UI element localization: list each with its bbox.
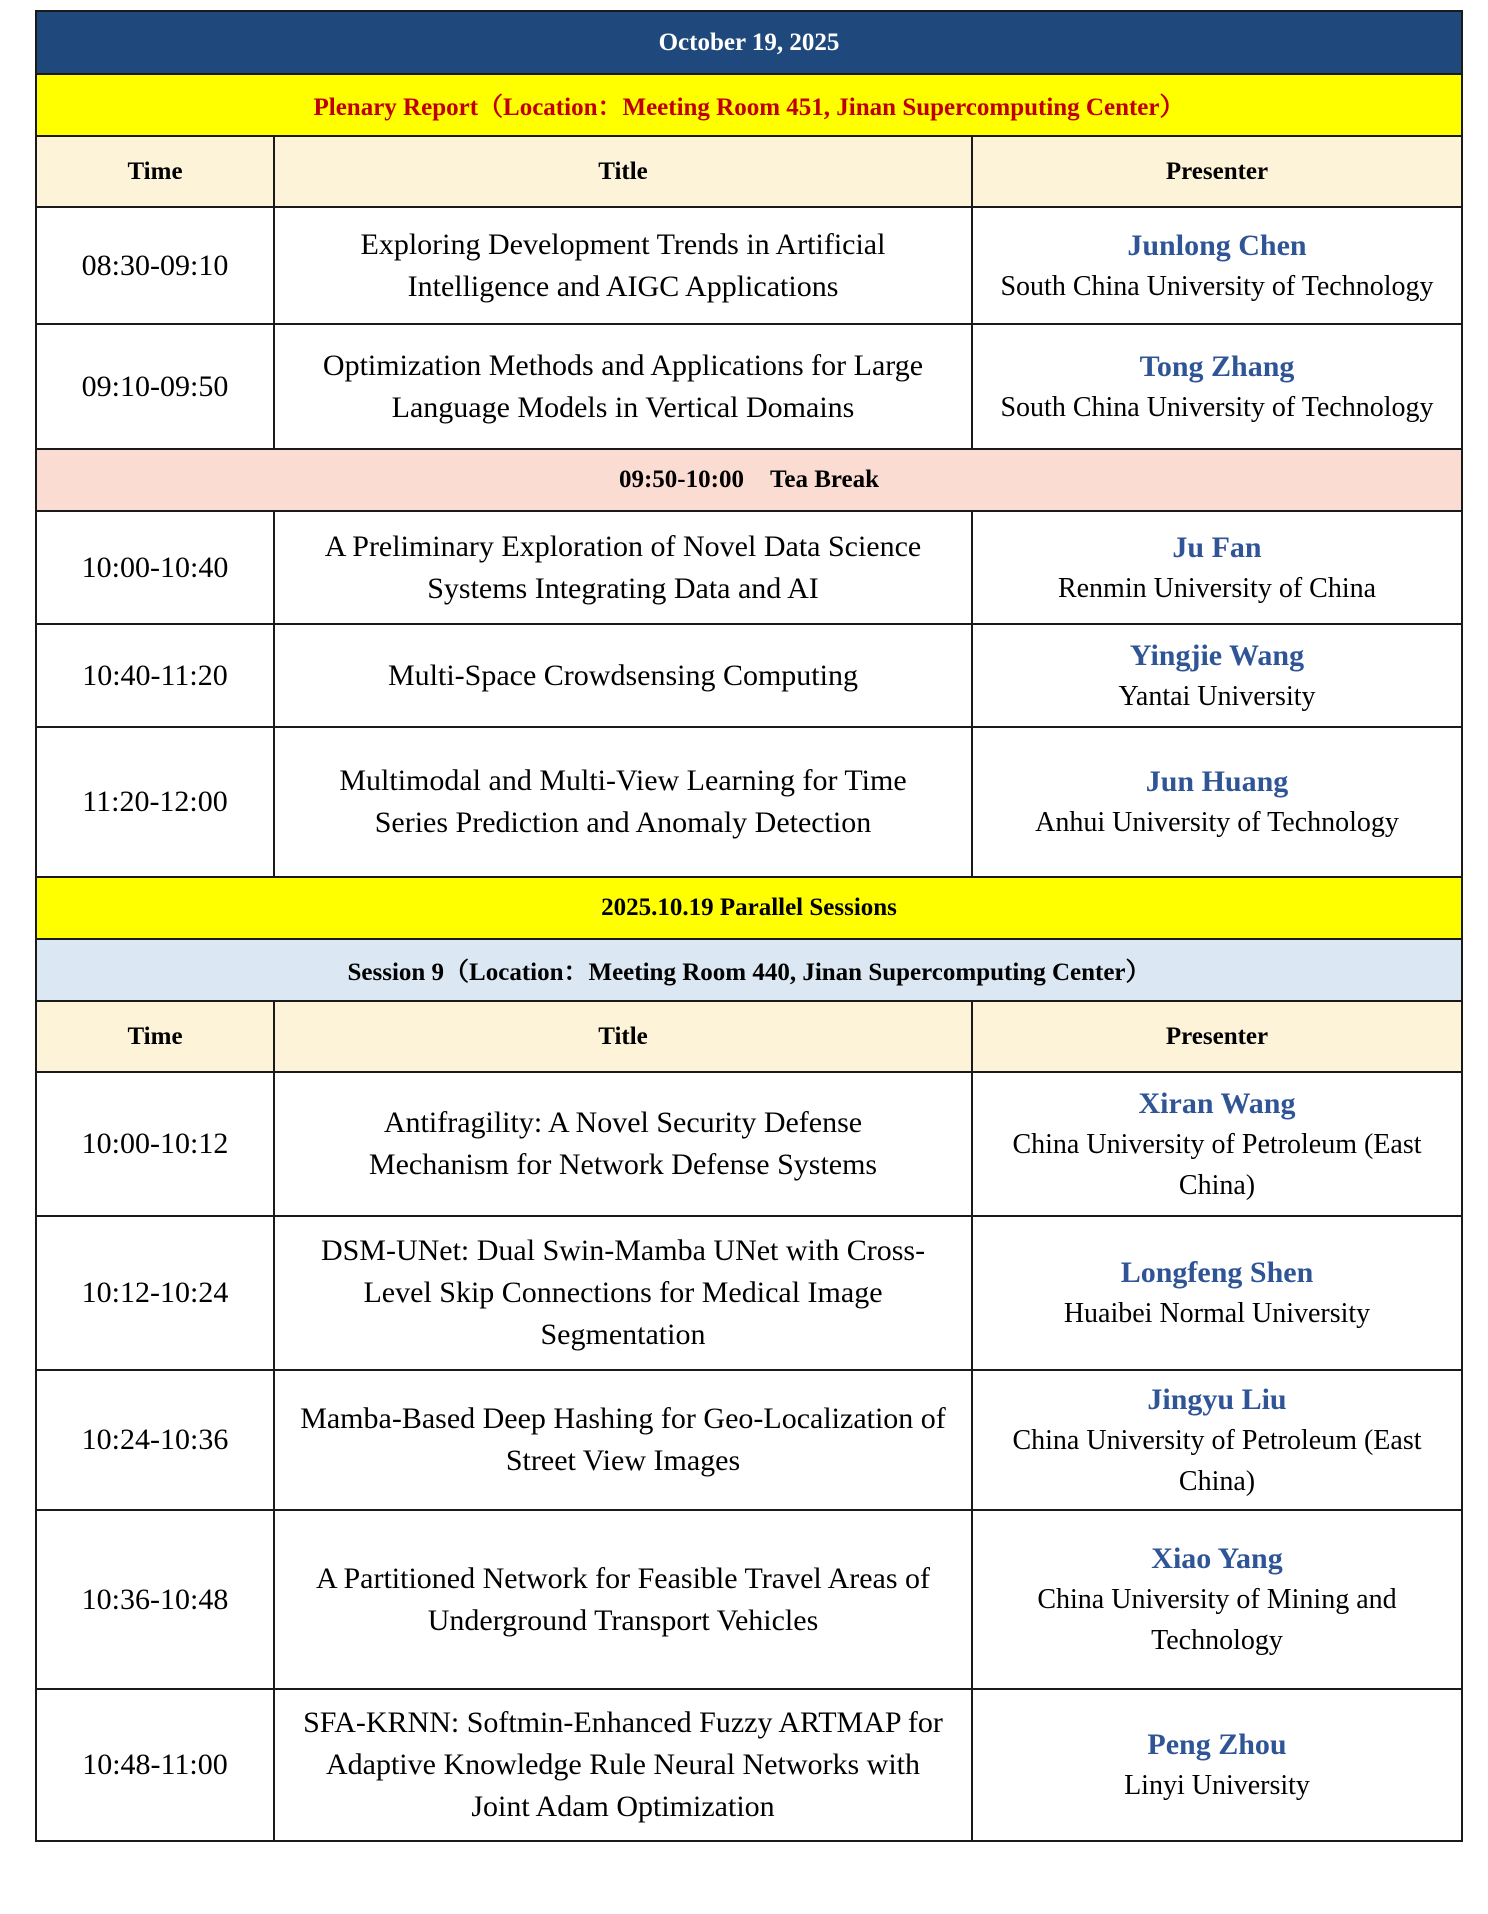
- presenter-name: Jun Huang: [1145, 765, 1289, 798]
- presenter-name: Longfeng Shen: [1120, 1256, 1314, 1289]
- talk-time: 10:00-10:40: [36, 511, 274, 624]
- parallel-sessions-header: 2025.10.19 Parallel Sessions: [36, 877, 1462, 939]
- talk-time: 10:36-10:48: [36, 1510, 274, 1689]
- talk-title: A Preliminary Exploration of Novel Data Science Systems Integrating Data and AI: [274, 511, 972, 624]
- talk-title: Multi-Space Crowdsensing Computing: [274, 624, 972, 727]
- talk-presenter: [972, 1216, 1462, 1370]
- column-header-time: Time: [36, 136, 274, 207]
- presenter-affiliation: Renmin University of China: [1057, 572, 1377, 604]
- session-header-row: [36, 939, 1462, 1001]
- plenary-location-header: Plenary Report（Location：Meeting Room 451, Jinan Supercomputing Center）: [36, 74, 1462, 136]
- presenter-affiliation: South China University of Technology: [1000, 270, 1434, 302]
- talk-presenter: [972, 324, 1462, 449]
- column-header-presenter: Presenter: [972, 136, 1462, 207]
- presenter-affiliation: Anhui University of Technology: [1035, 807, 1399, 838]
- talk-presenter: [972, 1370, 1462, 1510]
- presenter-name: Peng Zhou: [1147, 1728, 1287, 1761]
- column-header-title: Title: [274, 1001, 972, 1072]
- talk-row: [36, 1689, 1462, 1841]
- column-header-row: [36, 136, 1462, 207]
- talk-title: DSM-UNet: Dual Swin-Mamba UNet with Cross-Level Skip Connections for Medical Image Segmentation: [274, 1216, 972, 1370]
- talk-title: SFA-KRNN: Softmin-Enhanced Fuzzy ARTMAP for Adaptive Knowledge Rule Neural Networks with Joint Adam Optimization: [274, 1689, 972, 1841]
- presenter-affiliation: Linyi University: [1124, 1770, 1310, 1801]
- column-header-row: [36, 1001, 1462, 1072]
- presenter-affiliation: China University of Mining and Technology: [1037, 1584, 1397, 1656]
- date-header-row: [36, 11, 1462, 74]
- column-header-time: Time: [36, 1001, 274, 1072]
- presenter-name: Junlong Chen: [1127, 228, 1307, 262]
- talk-title: Antifragility: A Novel Security Defense Mechanism for Network Defense Systems: [274, 1072, 972, 1216]
- talk-time: 10:12-10:24: [36, 1216, 274, 1370]
- talk-title: Optimization Methods and Applications for Large Language Models in Vertical Domains: [274, 324, 972, 449]
- session-location-header: Session 9（Location：Meeting Room 440, Jinan Supercomputing Center）: [36, 939, 1462, 1001]
- talk-row: [36, 1510, 1462, 1689]
- date-header: October 19, 2025: [36, 11, 1462, 74]
- presenter-affiliation: Huaibei Normal University: [1063, 1298, 1371, 1329]
- talk-presenter: [972, 1072, 1462, 1216]
- talk-row: [36, 1370, 1462, 1510]
- presenter-name: Yingjie Wang: [1129, 638, 1305, 672]
- presenter-name: Jingyu Liu: [1147, 1382, 1287, 1416]
- tea-break-row: [36, 449, 1462, 511]
- talk-row: [36, 324, 1462, 449]
- presenter-affiliation: Yantai University: [1118, 680, 1316, 712]
- talk-time: 10:00-10:12: [36, 1072, 274, 1216]
- tea-break-label: Tea Break: [769, 466, 880, 493]
- presenter-name: Ju Fan: [1172, 530, 1262, 564]
- talk-title: Exploring Development Trends in Artificial Intelligence and AIGC Applications: [274, 207, 972, 324]
- talk-presenter: [972, 511, 1462, 624]
- talk-presenter: [972, 1510, 1462, 1689]
- parallel-sessions-row: [36, 877, 1462, 939]
- talk-row: [36, 511, 1462, 624]
- talk-row: [36, 1072, 1462, 1216]
- talk-time: 09:10-09:50: [36, 324, 274, 449]
- talk-title: Multimodal and Multi-View Learning for Time Series Prediction and Anomaly Detection: [274, 727, 972, 877]
- talk-time: 10:40-11:20: [36, 624, 274, 727]
- talk-row: [36, 1216, 1462, 1370]
- tea-break: [36, 449, 1462, 511]
- schedule-table: [35, 10, 1463, 1842]
- talk-presenter: [972, 624, 1462, 727]
- talk-time: 10:24-10:36: [36, 1370, 274, 1510]
- tea-break-time: 09:50-10:00: [618, 466, 744, 493]
- presenter-name: Xiran Wang: [1138, 1086, 1296, 1120]
- plenary-header-row: [36, 74, 1462, 136]
- presenter-affiliation: China University of Petroleum (East China): [1012, 1424, 1422, 1497]
- column-header-title: Title: [274, 136, 972, 207]
- presenter-name: Xiao Yang: [1151, 1542, 1283, 1575]
- talk-presenter: [972, 1689, 1462, 1841]
- presenter-affiliation: China University of Petroleum (East China): [1012, 1128, 1422, 1201]
- column-header-presenter: Presenter: [972, 1001, 1462, 1072]
- talk-title: Mamba-Based Deep Hashing for Geo-Localization of Street View Images: [274, 1370, 972, 1510]
- talk-row: [36, 624, 1462, 727]
- talk-time: 08:30-09:10: [36, 207, 274, 324]
- talk-presenter: [972, 207, 1462, 324]
- talk-time: 11:20-12:00: [36, 727, 274, 877]
- presenter-name: Tong Zhang: [1139, 349, 1295, 383]
- presenter-affiliation: South China University of Technology: [1000, 391, 1434, 423]
- talk-row: [36, 207, 1462, 324]
- talk-row: [36, 727, 1462, 877]
- talk-time: 10:48-11:00: [36, 1689, 274, 1841]
- talk-title: A Partitioned Network for Feasible Travel Areas of Underground Transport Vehicles: [274, 1510, 972, 1689]
- talk-presenter: [972, 727, 1462, 877]
